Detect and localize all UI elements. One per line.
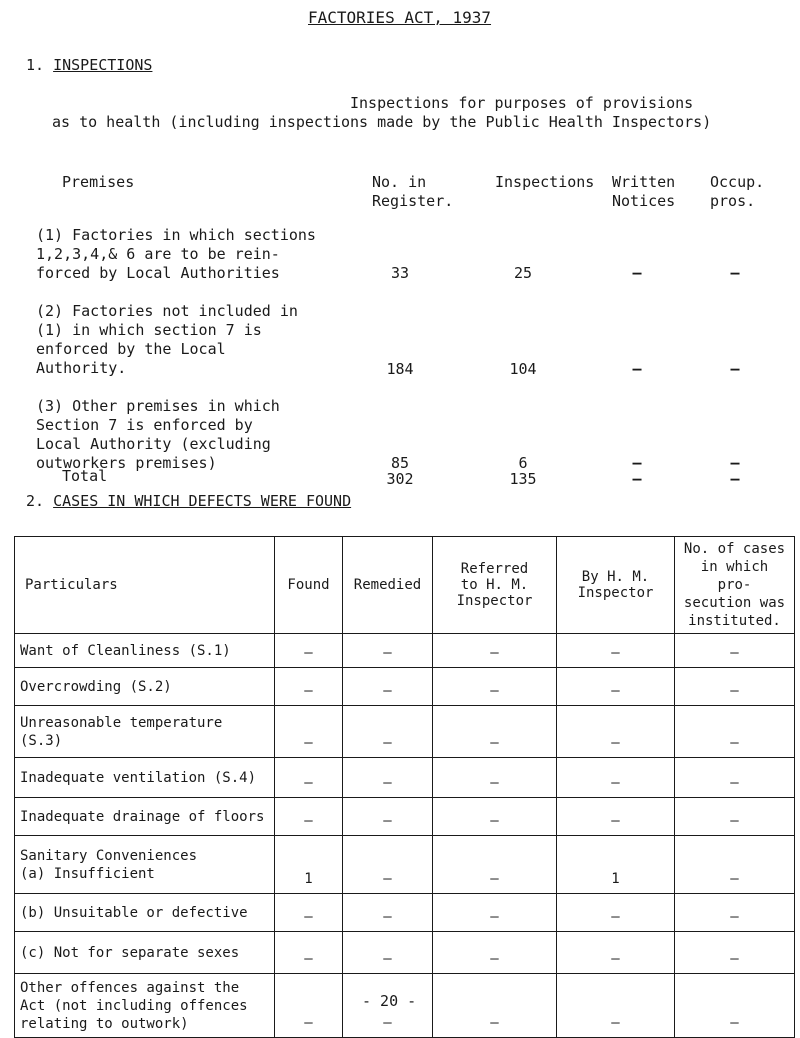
row-prosecution: – — [675, 634, 795, 668]
row-particular: (b) Unsuitable or defective — [15, 894, 275, 932]
table-row — [15, 668, 795, 706]
page-number: - 20 - — [362, 992, 417, 1010]
row-prosecution: – — [675, 894, 795, 932]
row-1-notices: – — [632, 264, 642, 282]
total-inspections: 135 — [509, 470, 537, 488]
row-referred: – — [433, 932, 557, 974]
row-1-inspections: 25 — [513, 264, 533, 282]
row-found: – — [275, 894, 343, 932]
row-particular: Unreasonable temperature (S.3) — [15, 706, 275, 758]
row-found: – — [275, 758, 343, 798]
row-found: – — [275, 932, 343, 974]
row-by-inspector: – — [557, 634, 675, 668]
row-by-inspector: – — [557, 706, 675, 758]
row-2-notices: – — [632, 360, 642, 378]
col-remedied: Remedied — [343, 537, 433, 634]
row-prosecution: – — [675, 932, 795, 974]
row-found: – — [275, 668, 343, 706]
row-referred: – — [433, 758, 557, 798]
row-remedied: – — [343, 798, 433, 836]
row-remedied: – — [343, 836, 433, 894]
row-1-occup: – — [730, 264, 740, 282]
table-row — [15, 634, 795, 668]
total-label: Total — [62, 467, 108, 485]
defects-header-row — [15, 537, 795, 634]
total-register: 302 — [386, 470, 414, 488]
row-by-inspector: – — [557, 758, 675, 798]
table-row — [15, 836, 795, 894]
row-prosecution: – — [675, 706, 795, 758]
table-row — [15, 932, 795, 974]
section-1-heading — [26, 56, 152, 74]
row-prosecution: – — [675, 668, 795, 706]
row-remedied: – — [343, 932, 433, 974]
row-2-register: 184 — [386, 360, 414, 378]
inspections-row-2 — [36, 302, 298, 378]
inspections-row-3 — [36, 397, 280, 473]
intro-line-2: as to health (including inspections made by the Public Health Inspectors) — [52, 113, 712, 131]
section-2-title: CASES IN WHICH DEFECTS WERE FOUND — [53, 492, 352, 510]
row-by-inspector: – — [557, 668, 675, 706]
row-by-inspector: – — [557, 798, 675, 836]
row-referred: – — [433, 668, 557, 706]
row-2-inspections: 104 — [509, 360, 537, 378]
row-prosecution: – — [675, 798, 795, 836]
row-remedied: – — [343, 634, 433, 668]
col-referred: Referred to H. M. Inspector — [433, 537, 557, 634]
table-row — [15, 798, 795, 836]
row-referred: – — [433, 836, 557, 894]
col-found: Found — [275, 537, 343, 634]
col-by-inspector: By H. M. Inspector — [557, 537, 675, 634]
row-referred: – — [433, 894, 557, 932]
col-prosecution: No. of cases in which pro- secution was instituted. — [675, 537, 795, 634]
row-1-register: 33 — [390, 264, 410, 282]
section-1-title: INSPECTIONS — [53, 56, 153, 74]
row-particular: Other offences against the Act (not including offences relating to outwork) — [15, 974, 275, 1038]
row-by-inspector: – — [557, 974, 675, 1038]
row-prosecution: – — [675, 974, 795, 1038]
header-inspections: Inspections — [495, 173, 595, 191]
header-occup: Occup. pros. — [710, 173, 765, 210]
row-3-register: 85 — [390, 454, 410, 472]
row-2-occup: – — [730, 360, 740, 378]
header-register: No. in Register. — [372, 173, 454, 210]
section-2-number: 2. — [26, 492, 45, 510]
row-3-label: (3) Other premises in which Section 7 is enforced by Local Authority (excluding outworkers premises) — [36, 397, 280, 472]
row-particular: Inadequate drainage of floors — [15, 798, 275, 836]
table-row — [15, 758, 795, 798]
row-by-inspector: – — [557, 932, 675, 974]
row-referred: – — [433, 974, 557, 1038]
row-found: 1 — [275, 836, 343, 894]
intro-line-1: Inspections for purposes of provisions — [350, 94, 694, 112]
total-notices: – — [632, 470, 642, 488]
row-referred: – — [433, 706, 557, 758]
row-particular: Sanitary Conveniences (a) Insufficient — [15, 836, 275, 894]
document-title: FACTORIES ACT, 1937 — [308, 8, 492, 27]
row-3-inspections: 6 — [518, 454, 528, 472]
row-particular: Inadequate ventilation (S.4) — [15, 758, 275, 798]
row-remedied: – — [343, 668, 433, 706]
total-occup: – — [730, 470, 740, 488]
section-1-number: 1. — [26, 56, 45, 74]
col-particulars: Particulars — [15, 537, 275, 634]
header-notices: Written Notices — [612, 173, 676, 210]
defects-table — [14, 536, 795, 1038]
row-remedied: – — [343, 706, 433, 758]
row-prosecution: – — [675, 758, 795, 798]
row-remedied: – — [343, 894, 433, 932]
row-2-label: (2) Factories not included in (1) in which section 7 is enforced by the Local Authority. — [36, 302, 298, 377]
row-1-label: (1) Factories in which sections 1,2,3,4,& 6 are to be rein- forced by Local Authorities — [36, 226, 316, 282]
table-row — [15, 894, 795, 932]
table-row — [15, 706, 795, 758]
header-premises: Premises — [62, 173, 135, 191]
inspections-row-1 — [36, 226, 316, 283]
row-particular: Want of Cleanliness (S.1) — [15, 634, 275, 668]
row-by-inspector: 1 — [557, 836, 675, 894]
row-3-notices: – — [632, 454, 642, 472]
section-2-heading — [26, 492, 351, 510]
row-found: – — [275, 974, 343, 1038]
row-found: – — [275, 706, 343, 758]
row-particular: (c) Not for separate sexes — [15, 932, 275, 974]
row-3-occup: – — [730, 454, 740, 472]
row-found: – — [275, 798, 343, 836]
row-referred: – — [433, 634, 557, 668]
row-by-inspector: – — [557, 894, 675, 932]
row-particular: Overcrowding (S.2) — [15, 668, 275, 706]
row-referred: – — [433, 798, 557, 836]
row-remedied: – — [343, 974, 433, 1038]
row-found: – — [275, 634, 343, 668]
row-remedied: – — [343, 758, 433, 798]
row-prosecution: – — [675, 836, 795, 894]
